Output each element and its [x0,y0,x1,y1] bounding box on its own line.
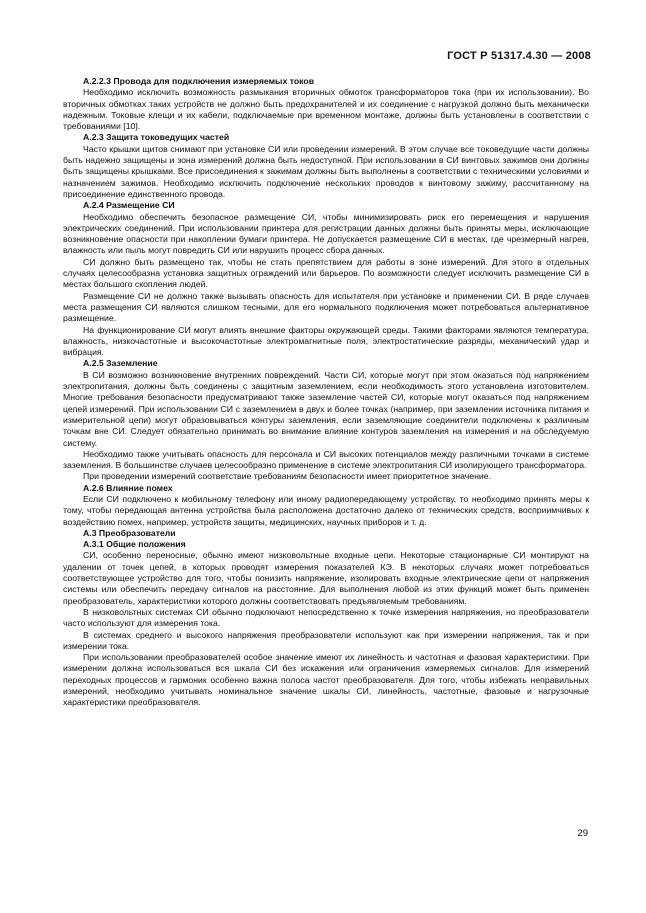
body-paragraph: Необходимо обеспечить безопасное размещение СИ, чтобы минимизировать риск его перемещения и нарушения электрических соединений. При использовании принтера для регистрации данных должны быть приняты меры, исключающие возникновение опасности при накоплении бумаги принтера. Не допускается размещение СИ в местах, где чрезмерный нагрев, влажность или пыль могут повредить СИ или нарушить процесс сбора данных. [63,211,589,256]
page-number: 29 [577,828,588,839]
standard-header: ГОСТ Р 51317.4.30 — 2008 [447,50,591,62]
document-body [63,76,589,709]
body-paragraph: Необходимо также учитывать опасность для персонала и СИ высоких потенциалов между различными точками в системе заземления. В большинстве случаев целесообразно применение в системе электропитания СИ изолирующего трансформатора. [63,448,589,471]
section-heading: А.2.6 Влияние помех [83,482,173,493]
section-heading: А.2.5 Заземление [83,358,158,369]
body-paragraph: Часто крышки щитов снимают при установке СИ или проведении измерений. В этом случае все токоведущие части должны быть надежно защищены и зона измерений должна быть недоступной. При использовании в СИ винтовых зажимов они должны быть защищены крышками. Все присоединения к зажимам должны быть выполнены в соответствии с техническими условиями и назначением зажимов. Необходимо исключить подключение нескольких проводов к винтовому зажиму, рассчитанному на присоединение единственного провода. [63,143,589,199]
body-paragraph: Размещение СИ не должно также вызывать опасность для испытателя при установке и применении СИ. В ряде случаев места размещения СИ являются слишком тесными, для его нормального подключения может потребоваться альтернативное размещение. [63,290,589,324]
body-paragraph: В низковольтных системах СИ обычно подключают непосредственно к точке измерения напряжения, но преобразователи часто используют для измерения тока. [63,606,589,629]
body-paragraph: СИ должно быть размещено так, чтобы не стать препятствием для работы в зоне измерений. Для этого в отдельных случаях целесообразна установка защитных ограждений или барьеров. По возможности следует исключить размещение СИ в местах большого скопления людей. [63,256,589,290]
section-heading: А.2.2.3 Провода для подключения измеряемых токов [83,76,315,86]
section-heading: А.2.3 Защита токоведущих частей [83,132,230,143]
body-paragraph: СИ, особенно переносные, обычно имеют низковольтные входные цепи. Некоторые стационарные СИ монтируют на удалении от точек цепей, в которых проводят измерения показателей КЭ. В некоторых случаях может потребоваться соответствующее устройство для того, чтобы понизить напряжение, изолировать входные электрические цепи от напряжения системы или обеспечить передачу сигналов на расстояние. Для выполнения любой из этих функций может быть применен преобразователь, характеристики которого должны соответствовать предъявляемым требованиям. [63,550,589,606]
section-heading: А.3 Преобразователи [83,527,176,538]
body-paragraph: При использовании преобразователей особое значение имеют их линейность и частотная и фазовая характеристики. При измерении должна использоваться вся шкала СИ без искажения или ограничения измеряемых сигналов. Для измерений переходных процессов и гармоник особенно важна полоса частот преобразователя. Для того, чтобы избежать неправильных измерений, необходимо учитывать номинальное значение шкалы СИ, линейность, частотные, фазовые и нагрузочные характеристики преобразователя. [63,652,589,708]
body-paragraph: В СИ возможно возникновение внутренних повреждений. Части СИ, которые могут при этом оказаться под напряжением электропитания, должны быть соединены с защитным заземлением, если необходимость этого установлена изготовителем. Многие требования безопасности предусматривают также заземление частей СИ, которые могут оказаться под напряжением цепей измерений. При использовании СИ с заземлением в двух и более точках (например, при заземлении источника питания и измерительной цепи) могут образовываться контуры заземления, если заземляющие соединители подключены к различным точкам вне СИ. Следует обязательно принимать во внимание влияние контуров заземления на измерения и на обследуемую систему. [63,369,589,448]
body-paragraph: При проведении измерений соответствие требованиям безопасности имеет приоритетное значение. [83,471,491,482]
body-paragraph: Необходимо исключить возможность размыкания вторичных обмоток трансформаторов тока (при их использовании). Во вторичных обмотках таких устройств не должно быть предохранителей и их соединение с нагрузкой должно быть механически надежным. Токовые клещи и их кабели, подключаемые при временном монтаже, должны быть установлены в соответствии с требованиями [10]. [63,87,589,132]
body-paragraph: Если СИ подключено к мобильному телефону или иному радиопередающему устройству, то необходимо принять меры к тому, чтобы передающая антенна устройства была расположена достаточно далеко от технических средств, восприимчивых к воздействию помех, например, устройств защиты, медицинских, научных приборов и т. д. [63,493,589,527]
section-heading: А.2.4 Размещение СИ [83,200,175,211]
body-paragraph: На функционирование СИ могут влиять внешние факторы окружающей среды. Такими факторами являются температура, влажность, низкочастотные и высокочастотные электромагнитные поля, электростатические разряды, механический удар и вибрация. [63,324,589,358]
section-heading: А.3.1 Общие положения [83,539,186,550]
body-paragraph: В системах среднего и высокого напряжения преобразователи используют как при измерении напряжения, так и при измерении тока. [63,629,589,651]
